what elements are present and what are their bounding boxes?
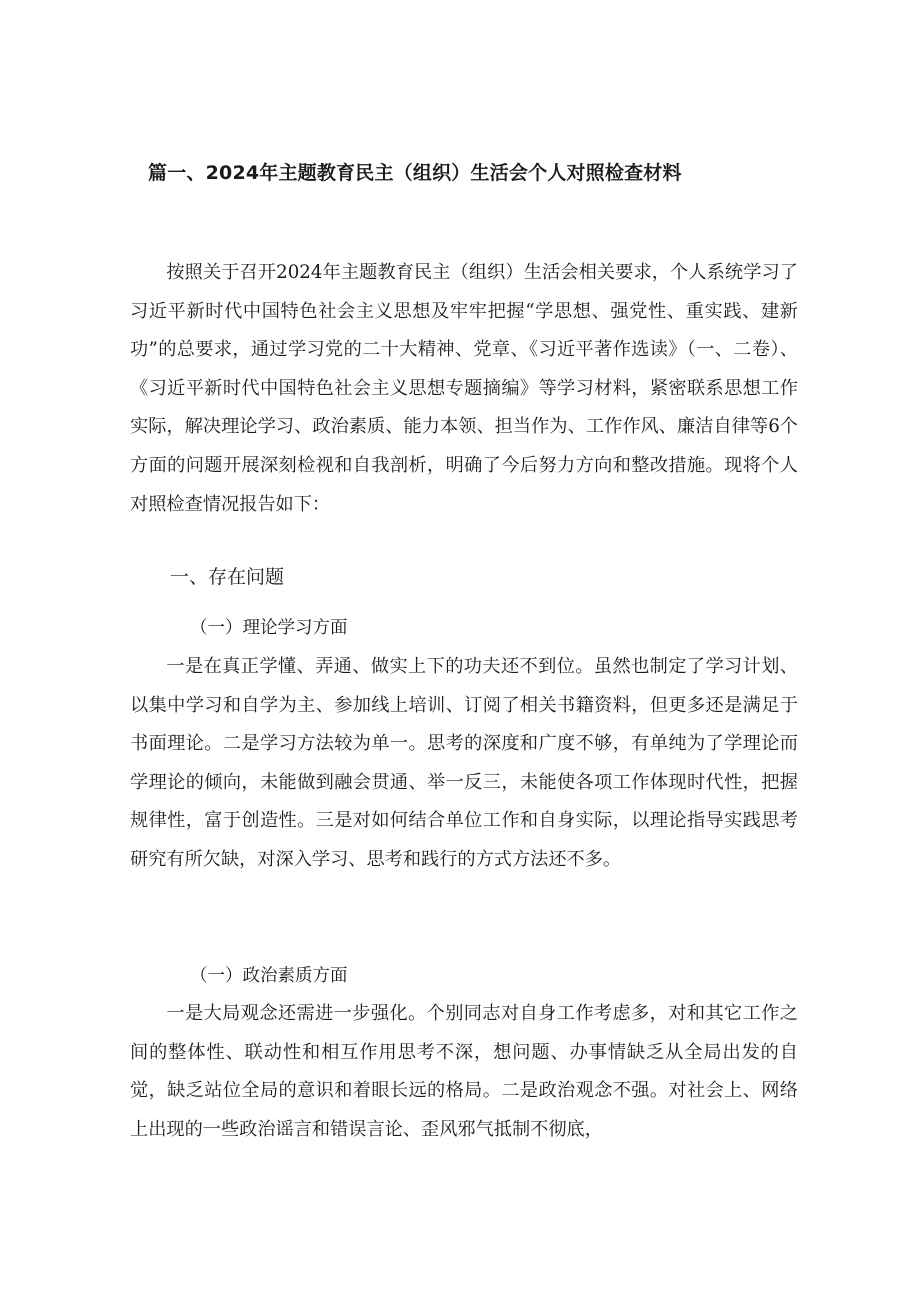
section-heading-problems: 一、存在问题 — [170, 566, 285, 588]
subheading-theory-study: （一）理论学习方面 — [190, 618, 348, 638]
document-title: 篇一、2024年主题教育民主（组织）生活会个人对照检查材料 — [148, 162, 682, 184]
subheading-political-quality: （一）政治素质方面 — [190, 966, 348, 986]
paragraph-political-quality: 一是大局观念还需进一步强化。个别同志对自身工作考虑多，对和其它工作之间的整体性、联动性和相互作用思考不深，想问题、办事情缺乏从全局出发的自觉，缺乏站位全局的意识和着眼长远的格局。二是政治观念不强。对社会上、网络上出现的一些政治谣言和错误言论、歪风邪气抵制不彻底， — [130, 1003, 798, 1140]
intro-paragraph: 按照关于召开2024年主题教育民主（组织）生活会相关要求，个人系统学习了习近平新时代中国特色社会主义思想及牢牢把握“学思想、强党性、重实践、建新功”的总要求，通过学习党的二十大精神、党章、《习近平著作选读》（一、二卷）、《习近平新时代中国特色社会主义思想专题摘编》等学习材料，紧密联系思想工作实际，解决理论学习、政治素质、能力本领、担当作为、工作作风、廉洁自律等6个方面的问题开展深刻检视和自我剖析，明确了今后努力方向和整改措施。现将个人对照检查情况报告如下： — [130, 262, 798, 515]
paragraph-theory-study: 一是在真正学懂、弄通、做实上下的功夫还不到位。虽然也制定了学习计划、以集中学习和自学为主、参加线上培训、订阅了相关书籍资料，但更多还是满足于书面理论。二是学习方法较为单一。思考的深度和广度不够，有单纯为了学理论而学理论的倾向，未能做到融会贯通、举一反三，未能使各项工作体现时代性，把握规律性，富于创造性。三是对如何结合单位工作和自身实际，以理论指导实践思考研究有所欠缺，对深入学习、思考和践行的方式方法还不多。 — [130, 656, 798, 870]
